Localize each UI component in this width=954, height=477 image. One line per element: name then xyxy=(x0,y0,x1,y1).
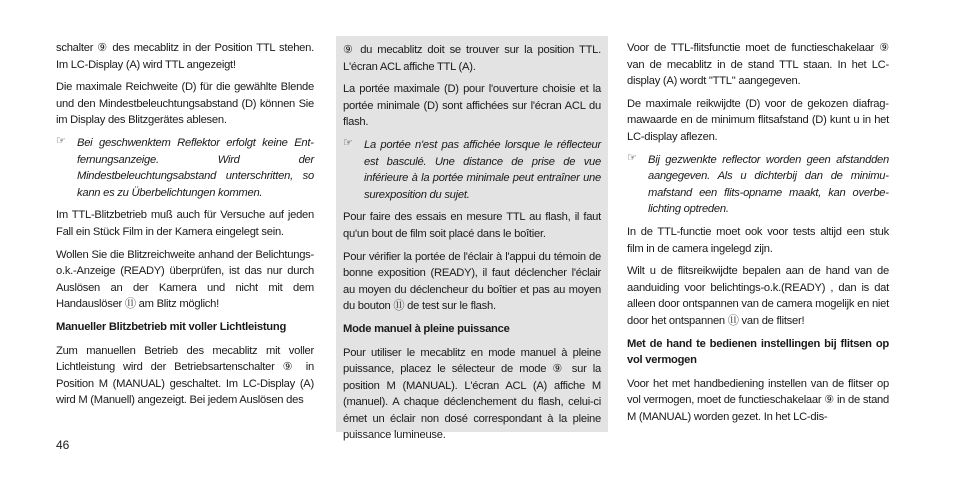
paragraph: La portée maximale (D) pour l'ouverture choisie et la portée minimale (D) sont affichées sur l'écran ACL du flash. xyxy=(343,83,601,129)
pointing-hand-icon: ☞ xyxy=(56,134,66,147)
page-number: 46 xyxy=(56,438,70,452)
note-block xyxy=(343,137,601,203)
paragraph: Pour faire des essais en mesure TTL au flash, il faut qu'un bout de film soit placé dans le boîtier. xyxy=(343,211,601,240)
pointing-hand-icon: ☞ xyxy=(343,136,353,149)
paragraph: ⑨ du mecablitz doit se trouver sur la position TTL. L'écran ACL affiche TTL (A). xyxy=(343,44,601,73)
french-column xyxy=(336,36,608,442)
section-heading: Met de hand te bedienen instellingen bij flitsen op vol vermogen xyxy=(627,337,889,367)
paragraph: In de TTL-functie moet ook voor tests altijd een stuk film in de camera ingelegd zijn. xyxy=(627,225,889,255)
paragraph: Voor het met handbediening instellen van de flitser op vol vermogen, moet de functieschakelaar ⑨ in de stand M (MANUAL) worden gezet. In het LC-dis- xyxy=(627,377,889,423)
section-heading: Mode manuel à pleine puissance xyxy=(343,322,510,335)
paragraph: Voor de TTL-flitsfunctie moet de functieschakelaar ⑨ van de mecablitz in de stand TTL staan. In het LC-display (A) wordt "TTL" aangegeven. xyxy=(627,42,889,88)
note-block xyxy=(56,135,314,201)
paragraph: Wilt u de flitsreikwijdte bepalen aan de hand van de aanduiding voor belichtings-o.k.(READY) , dan is dat alleen door ontspannen van de camera mogelijk en niet door het ontspannen ⑪ van de flitser! xyxy=(627,265,889,327)
paragraph: Pour utiliser le mecablitz en mode manuel à pleine puissance, placez le sélecteur de mode ⑨ sur la position M (MANUAL). L'écran ACL (A) affiche M (manuel). A chaque déclenchement du flash, celui-ci émet un éclair non dosé correspondant à la pleine puissance lumineuse. xyxy=(343,346,601,442)
note-text: La portée n'est pas affichée lorsque le réflecteur est basculé. Une distance de prise de vue inférieure à la portée minimale peut entraîner une surexposition du sujet. xyxy=(364,138,601,201)
paragraph: Pour vérifier la portée de l'éclair à l'appui du témoin de bonne exposition (READY), il faut déclencher l'éclair au moyen du déclencheur du boîtier et pas au moyen du bouton ⑪ de test sur le flash. xyxy=(343,250,601,313)
paragraph: Wollen Sie die Blitzreichweite anhand der Belichtungs-o.k.-Anzeige (READY) überprüfen, ist das nur durch Auslösen an der Kamera und nicht mit dem Handauslöser ⑪ am Blitz möglich! xyxy=(56,248,314,311)
note-block xyxy=(627,152,889,218)
paragraph: schalter ⑨ des mecablitz in der Position TTL stehen. Im LC-Display (A) wird TTL angezeigt! xyxy=(56,42,314,71)
paragraph: Die maximale Reichweite (D) für die gewählte Blende und den Mindestbeleuchtungsabstand (D) können Sie im Display des Blitzgerätes ablesen. xyxy=(56,81,314,127)
note-text: Bij gezwenkte reflector worden geen afstandden aangegeven. Als u dichterbij dan de minimumafstand een flits-opname maakt, kan overbelichting optreden. xyxy=(648,153,889,216)
german-column xyxy=(56,40,314,415)
paragraph: De maximale reikwijdte (D) voor de gekozen diafragmawaarde en de minimum flitsafstand (D) kunt u in het LC-display aflezen. xyxy=(627,97,889,143)
dutch-column xyxy=(627,40,889,431)
pointing-hand-icon: ☞ xyxy=(627,151,637,164)
note-text: Bei geschwenktem Reflektor erfolgt keine Entfernungsanzeige. Wird der Mindestbeleuchtungsabstand unterschritten, so kann es zu Überbelichtungen kommen. xyxy=(77,136,314,199)
paragraph: Zum manuellen Betrieb des mecablitz mit voller Lichtleistung wird der Betriebsartenschalter ⑨ in Position M (MANUAL) geschaltet. Im LC-Display (A) wird M (Manuell) angezeigt. Bei jedem Auslösen des xyxy=(56,344,314,407)
paragraph: Im TTL-Blitzbetrieb muß auch für Versuche auf jeden Fall ein Stück Film in der Kamera eingelegt sein. xyxy=(56,209,314,238)
section-heading: Manueller Blitzbetrieb mit voller Lichtleistung xyxy=(56,320,287,333)
